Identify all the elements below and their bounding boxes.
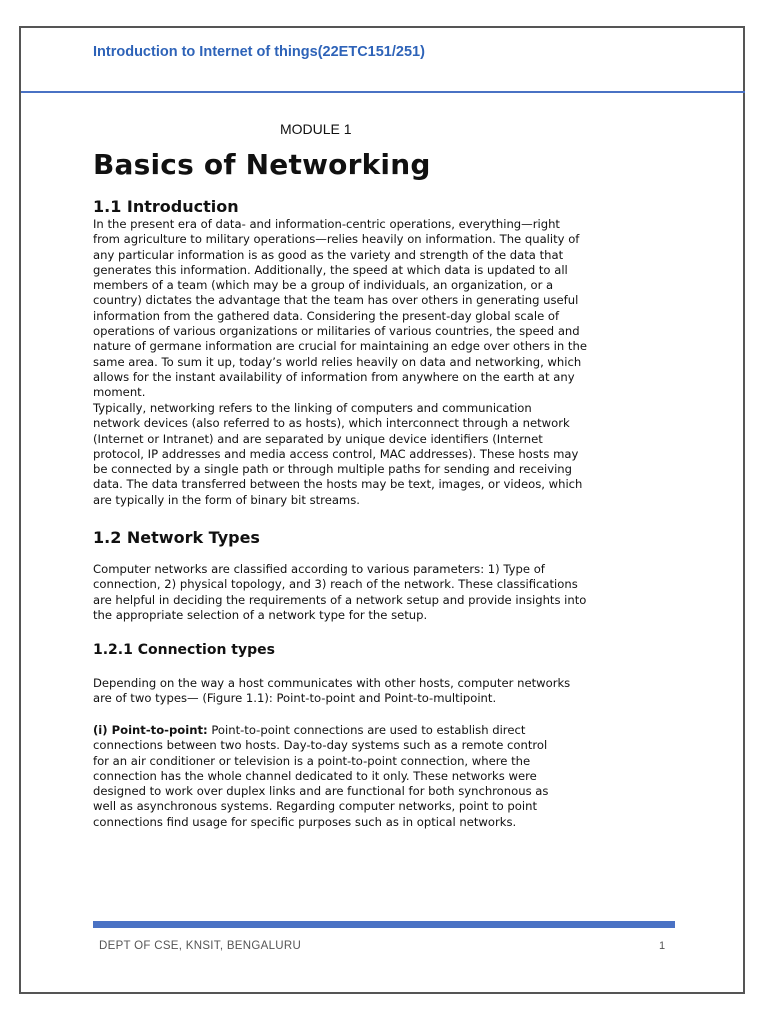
text-line: are helpful in deciding the requirements of a network setup and provide insights into (93, 592, 587, 607)
footer-divider (93, 921, 675, 928)
section-heading-introduction: 1.1 Introduction (93, 197, 239, 216)
text-line: are of two types— (Figure 1.1): Point-to-point and Point-to-multipoint. (93, 691, 497, 706)
text-line: connection, 2) physical topology, and 3) reach of the network. These classifications (93, 577, 578, 592)
text-line: the appropriate selection of a network type for the setup. (93, 607, 428, 622)
text-line: Typically, networking refers to the linking of computers and communication (93, 401, 532, 415)
point-to-point-label: (i) Point-to-point: (93, 723, 208, 737)
text-line: network devices (also referred to as hosts), which interconnect through a network (93, 416, 570, 431)
page-number: 1 (659, 940, 666, 952)
section-heading-network-types: 1.2 Network Types (93, 528, 260, 547)
header-divider (21, 91, 745, 93)
subsection-heading-connection-types: 1.2.1 Connection types (93, 642, 275, 658)
text-line: Depending on the way a host communicates with other hosts, computer networks (93, 676, 571, 690)
connection-types-paragraph (93, 676, 683, 707)
text-line: moment. (93, 385, 146, 400)
text-line: from agriculture to military operations—relies heavily on information. The quality of (93, 232, 580, 247)
footer-department: DEPT OF CSE, KNSIT, BENGALURU (99, 940, 302, 952)
text-line: protocol, IP addresses and media access control, MAC addresses). These hosts may (93, 446, 579, 461)
intro-paragraph-2 (93, 401, 683, 508)
text-line: nature of germane information are crucial for maintaining an edge over others in the (93, 339, 587, 354)
text-line: be connected by a single path or through multiple paths for sending and receiving (93, 462, 572, 477)
text-line: are typically in the form of binary bit streams. (93, 492, 360, 507)
text-line: information from the gathered data. Considering the present-day global scale of (93, 308, 560, 323)
text-line: Computer networks are classified according to various parameters: 1) Type of (93, 562, 545, 576)
text-line: data. The data transferred between the hosts may be text, images, or videos, which (93, 477, 583, 492)
text-line: In the present era of data- and information-centric operations, everything—right (93, 217, 560, 231)
point-to-point-first-line: Point-to-point connections are used to establish direct (207, 723, 526, 737)
text-line: designed to work over duplex links and are functional for both synchronous as (93, 784, 549, 799)
module-label: MODULE 1 (280, 121, 352, 137)
text-line: connections find usage for specific purposes such as in optical networks. (93, 814, 517, 829)
point-to-point-paragraph (93, 723, 683, 830)
text-line: (Internet or Intranet) and are separated by unique device identifiers (Internet (93, 431, 543, 446)
text-line: members of a team (which may be a group of individuals, an organization, or a (93, 278, 554, 293)
running-header: Introduction to Internet of things(22ETC151/251) (93, 44, 425, 60)
text-line: for an air conditioner or television is a point-to-point connection, where the (93, 753, 531, 768)
text-line: well as asynchronous systems. Regarding computer networks, point to point (93, 799, 537, 814)
page-title: Basics of Networking (93, 148, 431, 181)
text-line (93, 723, 683, 738)
text-line: same area. To sum it up, today’s world relies heavily on data and networking, which (93, 354, 582, 369)
network-types-paragraph (93, 562, 683, 623)
text-line: connections between two hosts. Day-to-day systems such as a remote control (93, 738, 548, 753)
text-line: country) dictates the advantage that the team has over others in generating useful (93, 293, 579, 308)
text-line: connection has the whole channel dedicated to it only. These networks were (93, 768, 537, 783)
text-line: allows for the instant availability of information from anywhere on the earth at any (93, 369, 575, 384)
intro-paragraph-1 (93, 217, 683, 401)
text-line: any particular information is as good as the variety and strength of the data that (93, 247, 564, 262)
text-line: generates this information. Additionally, the speed at which data is updated to all (93, 262, 568, 277)
text-line: operations of various organizations or militaries of various countries, the speed and (93, 324, 580, 339)
